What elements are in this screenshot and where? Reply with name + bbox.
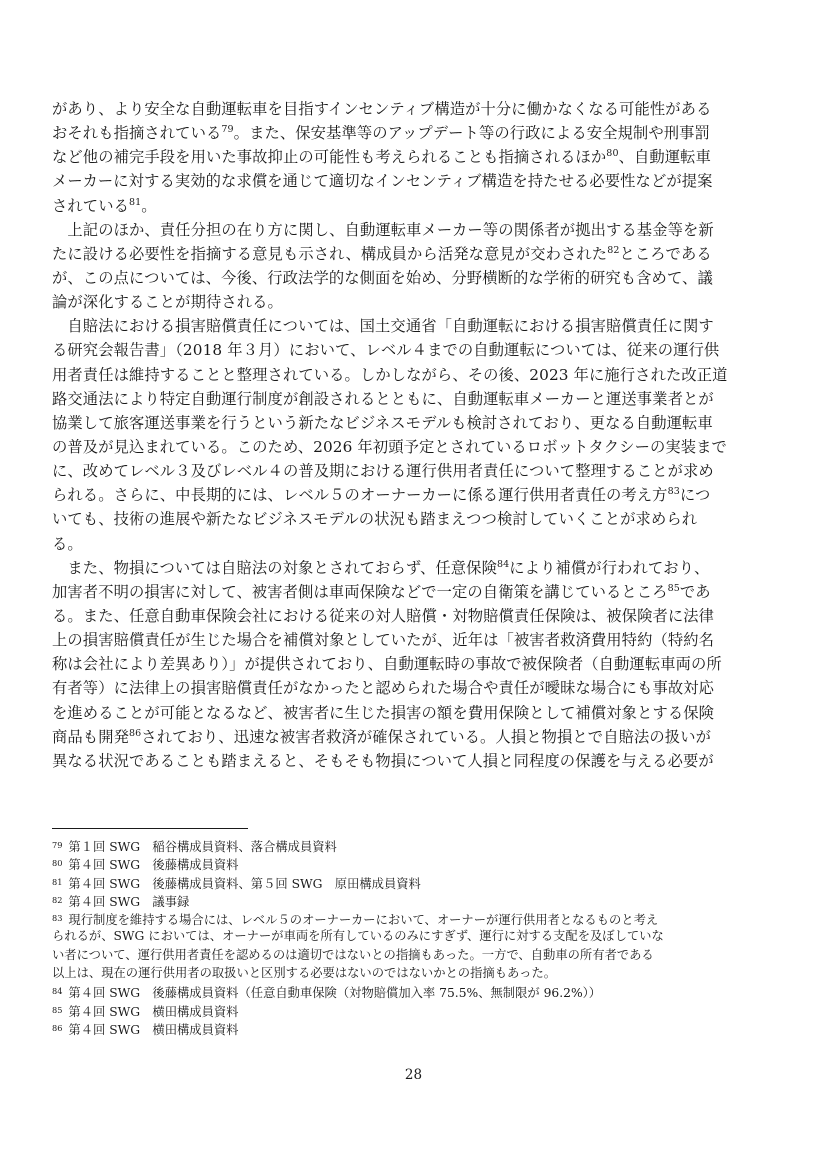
footnote-text: 現行制度を維持する場合には、レベル５のオーナーカーにおいて、オーナーが運行供用者となるものと考え <box>68 913 659 928</box>
body-line <box>52 749 776 773</box>
body-line <box>52 532 776 556</box>
footnote-text: 第４回 SWG 後藤構成員資料、第５回 SWG 原田構成員資料 <box>68 876 421 891</box>
body-text-segment: 有者等）に法律上の損害賠償責任がなかったと認められた場合や責任が曖昧な場合にも事故対応 <box>52 679 715 698</box>
body-text-segment: 。また、保安基準等のアップデート等の行政による安全規制や刑事罰 <box>233 124 710 143</box>
body-text-segment: 加害者不明の損害に対して、被害者側は車両保険などで一定の自衛策を講じているところ <box>52 582 668 601</box>
body-text-segment: 上記のほか、責任分担の在り方に関し、自動運転車メーカー等の関係者が拠出する基金等を新 <box>52 220 714 239</box>
footnote-text: い者について、運行供用者責任を認めるのは適切ではないとの指摘もあった。一方で、自動車の所有者である <box>52 947 654 962</box>
body-line <box>52 676 776 700</box>
body-text-segment: ところである <box>619 244 712 263</box>
footnote-line <box>52 964 782 982</box>
body-line <box>52 652 776 676</box>
footnote-text: られるが、SWG においては、オーナーが車両を所有しているのみにすぎず、運行に対する支配を及ぼしていな <box>52 929 664 944</box>
body-text-segment: 称は会社により差異あり）」が提供されており、自動運転時の事故で被保険者（自動運転車両の所 <box>52 655 722 674</box>
footnote-text: 第４回 SWG 横田構成員資料 <box>68 1004 239 1019</box>
body-text-segment: 論が深化することが期待される。 <box>52 293 283 312</box>
body-line <box>52 97 776 121</box>
body-text-segment: メーカーに対する実効的な求償を通じて適切なインセンティブ構造を持たせる必要性などが提案 <box>52 172 713 191</box>
footnote-line <box>52 1019 782 1037</box>
footnote-number: 80 <box>52 858 63 869</box>
body-text-segment: たに設ける必要性を指摘する意見も示され、構成員から活発な意見が交わされた <box>52 244 608 263</box>
footnote-line <box>52 873 782 891</box>
body-text-segment: 用者責任は維持することと整理されている。しかしながら、その後、2023 年に施行された改正道 <box>52 365 728 384</box>
footnote-line <box>52 927 782 945</box>
body-text-segment: であ <box>679 582 711 601</box>
footnote-number: 79 <box>52 840 63 850</box>
footnote-line <box>52 909 782 927</box>
body-text-segment: されており、迅速な被害者救済が確保されている。人損と物損とで自賠法の扱いが <box>141 727 711 746</box>
footnote-reference[interactable]: 81 <box>129 196 142 208</box>
footnote-text: 第４回 SWG 議事録 <box>68 894 190 909</box>
body-line <box>52 218 776 242</box>
body-text-segment: 協業して旅客運送事業を行うという新たなビジネスモデルも検討されており、更なる自動運転車 <box>52 413 713 432</box>
footnote-text: 以上は、現在の運行供用者の取扱いと区別する必要はないのではないかとの指摘もあった。 <box>52 966 557 981</box>
body-text-segment: されている <box>52 196 129 215</box>
body-text-segment: 自賠法における損害賠償責任については、国土交通省「自動運転における損害賠償責任に関す <box>52 317 714 336</box>
body-text-segment: 路交通法により特定自動運行制度が創設されるとともに、自動運転車メーカーと運送事業者とが <box>52 389 714 408</box>
body-text-segment: いても、技術の進展や新たなビジネスモデルの状況も踏まえつつ検討していくことが求められ <box>52 510 698 529</box>
body-line <box>52 290 776 314</box>
body-line <box>52 459 776 483</box>
footnote-reference[interactable]: 85 <box>667 582 680 594</box>
footnote-text: 第４回 SWG 後藤構成員資料 <box>68 858 239 873</box>
footnote-reference[interactable]: 80 <box>606 148 619 160</box>
body-line <box>52 580 776 604</box>
body-text-segment: が、この点については、今後、行政法学的な側面を始め、分野横断的な学術的研究も含めて、議 <box>52 268 713 287</box>
footnote-line <box>52 1001 782 1019</box>
body-line <box>52 194 776 218</box>
footnote-line <box>52 836 782 854</box>
footnote-reference[interactable]: 83 <box>667 486 680 498</box>
body-text-segment: を進めることが可能となるなど、被害者に生じた損害の額を費用保険として補償対象とする保険 <box>52 703 715 722</box>
body-text-segment: また、物損については自賠法の対象とされておらず、任意保険 <box>52 558 497 577</box>
body-text-segment: があり、より安全な自動運転車を目指すインセンティブ構造が十分に働かなくなる可能性がある <box>52 100 712 118</box>
footnote-reference[interactable]: 79 <box>221 124 234 136</box>
footnote-text: 第１回 SWG 稲谷構成員資料、落合構成員資料 <box>68 840 337 854</box>
body-text-segment: る。 <box>52 534 83 553</box>
body-text-segment: など他の補完手段を用いた事故抑止の可能性も考えられることも指摘されるほか <box>52 148 607 167</box>
body-line <box>52 242 776 266</box>
footnotes <box>52 836 782 1037</box>
body-text-segment: につ <box>679 486 711 505</box>
body-line <box>52 435 776 459</box>
footnote-line <box>52 982 782 1000</box>
body-line <box>52 628 776 652</box>
footnote-line <box>52 891 782 909</box>
body-text-segment: 。 <box>141 196 157 215</box>
footnote-number: 86 <box>52 1022 63 1033</box>
body-line <box>52 725 776 749</box>
footnote-line <box>52 946 782 964</box>
body-line <box>52 338 776 362</box>
body-line <box>52 363 776 387</box>
footnote-number: 82 <box>52 894 63 905</box>
page-number: 28 <box>404 1067 423 1083</box>
footnote-reference[interactable]: 86 <box>129 727 142 739</box>
footnote-text: 第４回 SWG 後藤構成員資料（任意自動車保険（対物賠償加入率 75.5%、無制限が 96.2%）） <box>68 986 602 1001</box>
body-text-segment: 商品も開発 <box>52 727 129 746</box>
footnote-reference[interactable]: 82 <box>607 244 620 256</box>
footnote-number: 83 <box>52 913 63 924</box>
body-line <box>52 507 776 531</box>
body-line <box>52 604 776 628</box>
footnote-line <box>52 854 782 872</box>
body-text-segment: おそれも指摘されている <box>52 124 222 143</box>
body-text-segment: る研究会報告書」（2018 年３月）において、レベル４までの自動運転については、従来の運行供 <box>52 341 720 360</box>
body-line <box>52 556 776 580</box>
body-text-segment: により補償が行われており、 <box>509 558 710 577</box>
body-line <box>52 701 776 725</box>
footnote-number: 85 <box>52 1004 63 1015</box>
body-line <box>52 387 776 411</box>
body-line <box>52 145 776 169</box>
body-line <box>52 169 776 193</box>
body-text-segment: 上の損害賠償責任が生じた場合を補償対象としていたが、近年は「被害者救済費用特約（特約名 <box>52 631 715 650</box>
footnote-number: 81 <box>52 876 63 887</box>
body-line <box>52 411 776 435</box>
body-text <box>52 97 776 773</box>
body-text-segment: に、改めてレベル３及びレベル４の普及期における運行供用者責任について整理することが求め <box>52 462 714 481</box>
footnote-text: 第４回 SWG 横田構成員資料 <box>68 1022 239 1037</box>
body-text-segment: る。また、任意自動車保険会社における従来の対人賠償・対物賠償責任保険は、被保険者に法律 <box>52 606 715 625</box>
body-line <box>52 266 776 290</box>
body-text-segment: 異なる状況であることも踏まえると、そもそも物損について人損と同程度の保護を与える必要が <box>52 751 714 770</box>
body-text-segment: 、自動運転車 <box>618 148 711 167</box>
body-line <box>52 483 776 507</box>
body-text-segment: の普及が見込まれている。このため、2026 年初頭予定とされているロボットタクシーの実装まで <box>52 437 727 456</box>
body-text-segment: られる。さらに、中長期的には、レベル５のオーナーカーに係る運行供用者責任の考え方 <box>52 486 668 505</box>
footnote-reference[interactable]: 84 <box>496 558 510 570</box>
body-line <box>52 314 776 338</box>
body-line <box>52 121 776 145</box>
footnote-separator <box>52 828 248 829</box>
footnote-number: 84 <box>52 986 63 997</box>
